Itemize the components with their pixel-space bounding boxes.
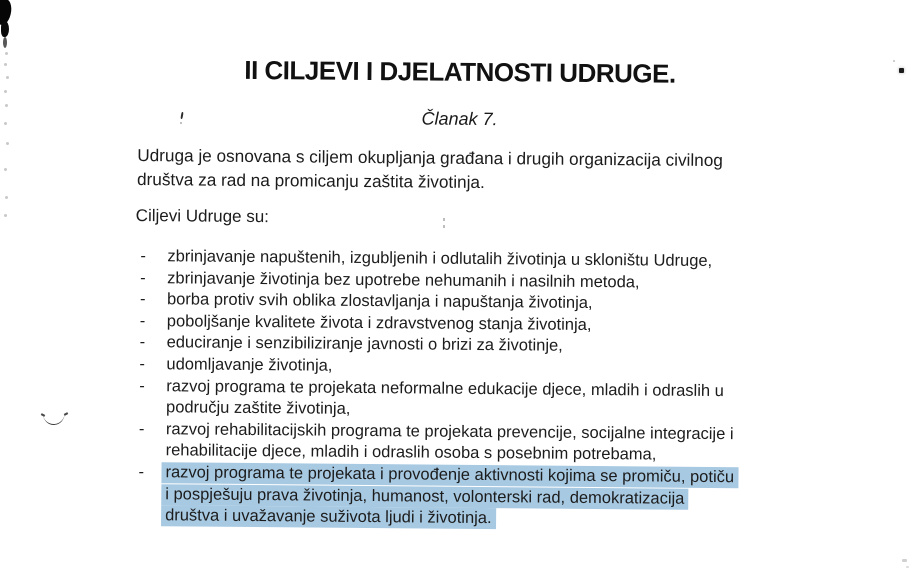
goal-text-span: zbrinjavanje napuštenih, izgubljenih i odlutalih životinja u skloništu Udruge, — [167, 247, 713, 271]
scan-speck — [5, 196, 8, 199]
scan-speck — [6, 76, 9, 79]
dash-bullet: - — [139, 311, 146, 330]
goal-text-span: zbrinjavanje životinja bez upotrebe nehumanih i nasilnih metoda, — [167, 268, 640, 291]
scan-speck — [6, 142, 9, 145]
goal-item-text — [166, 419, 734, 467]
goal-text-span: razvoj programa te projekata neformalne edukacije djece, mladih i odraslih u području zaštite životinja, — [165, 376, 724, 419]
scan-speck — [4, 168, 7, 171]
article-heading: Članak 7. — [421, 108, 498, 130]
goal-item — [139, 376, 839, 425]
dash-bullet: - — [139, 333, 146, 352]
goal-text-span: udomljavanje životinja, — [166, 355, 333, 375]
goal-item-text — [166, 376, 724, 424]
scan-smudge-bottom-right — [902, 559, 907, 562]
goal-text-span: educiranje i senzibiliziranje javnosti o brizi za životinje, — [166, 333, 563, 356]
intro-paragraph: Udruga je osnovana s ciljem okupljanja građana i drugih organizacija civilnog društva za rad na promicanju zaštita životinja. — [136, 144, 724, 193]
goal-text-span: poboljšanje kvalitete života i zdravstvenog stanja životinja, — [166, 312, 592, 334]
scan-smudge-top-left — [3, 37, 7, 48]
scan-speck — [4, 90, 7, 93]
dash-bullet: - — [139, 290, 146, 309]
scan-dot-right-edge — [899, 68, 904, 73]
scan-speck — [4, 122, 7, 125]
dash-bullet: - — [140, 268, 146, 287]
dash-bullet: - — [140, 247, 146, 266]
highlighted-goal-text: razvoj programa te projekata i provođenje aktivnosti kojima se promiču, potiču i pospješuju prava životinja, humanost, volonterski rad, demokratizacija društva i uvažavanje suživota ljudi i životinja. — [161, 462, 738, 529]
goal-item — [138, 462, 839, 533]
document-title: II CILJEVI I DJELATNOSTI UDRUGE. — [244, 54, 676, 89]
scan-speck — [4, 214, 7, 217]
scan-speck — [5, 52, 8, 55]
goal-item-text — [165, 462, 738, 532]
scan-mark-colon — [443, 218, 445, 221]
goal-item-text — [166, 354, 332, 377]
dash-bullet: - — [139, 376, 145, 395]
scan-mark-colon — [443, 225, 445, 228]
scan-smudge-bottom-right — [906, 566, 909, 568]
scan-mark-apostrophe — [180, 122, 182, 124]
goals-intro: Ciljevi Udruge su: — [135, 205, 270, 227]
goal-item — [139, 419, 839, 468]
goals-list — [138, 246, 840, 533]
scan-smudge-top-left — [1, 21, 9, 37]
dash-bullet: - — [139, 354, 146, 374]
goal-text-span: borba protiv svih oblika zlostavljanja i napuštanja životinja, — [166, 290, 593, 313]
dash-bullet: - — [138, 462, 145, 481]
goal-text-span: razvoj rehabilitacijskih programa te projekata prevencije, socijalne integracije i rehabilitacije djece, mladih i odraslih osoba s posebnim potrebama, — [165, 419, 734, 464]
scan-speck — [5, 104, 8, 107]
scan-speck — [4, 63, 7, 66]
scan-dot-right-edge — [893, 60, 895, 62]
dash-bullet: - — [138, 419, 145, 438]
